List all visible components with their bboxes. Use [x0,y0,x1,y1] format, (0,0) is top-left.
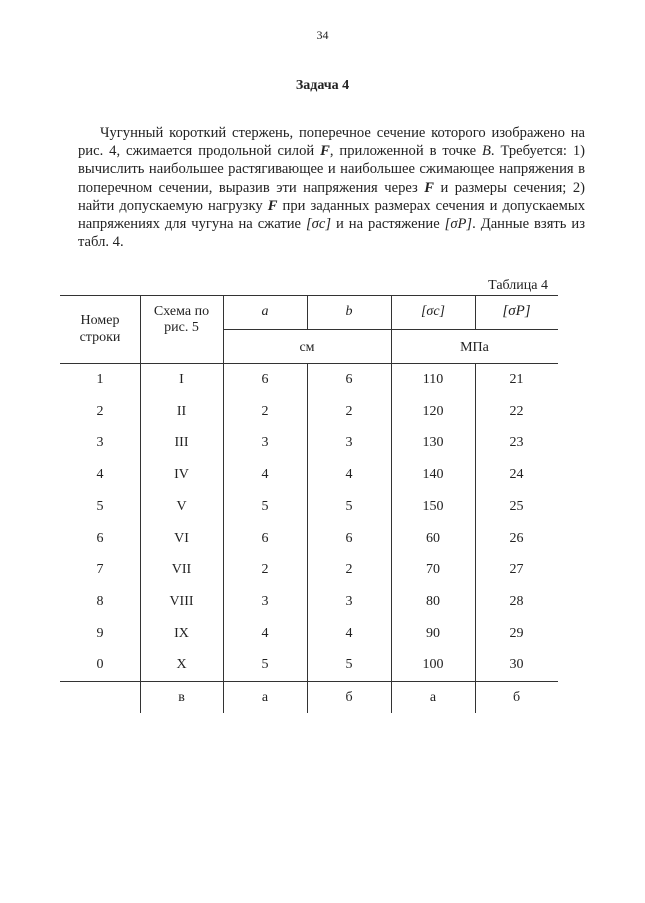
cell-sigma-c: 100 [422,657,444,673]
cell-a: 4 [261,625,269,641]
cell-sigma-p: 28 [509,593,524,609]
header-sigma-c: [σc] [420,304,445,319]
cell-scheme: I [179,372,184,387]
cell-b: 5 [345,657,353,673]
cell-sigma-c: 140 [422,467,444,483]
cell-sigma-c: 60 [426,530,440,546]
cell-scheme: VII [171,562,192,578]
cell-sigma-p: 23 [509,435,524,451]
problem-statement: Чугунный короткий стержень, поперечное сечение которого изображено на рис. 4, сжимается продольной силой F, приложенной в точке B. Требуется: 1) вычислить наибольшее растягивающее и наибольшее сжимающее напряжения в поперечном сечении, выразив эти напряжения через F и размеры сечения; 2) найти допускаемую нагрузку F при заданных размерах сечения и допускаемых напряжениях для чугуна на сжатие [σc] и на растяжение [σP]. Данные взять из табл. 4. [78,125,585,251]
cell-b: 5 [345,498,353,514]
cell-a: 6 [261,530,269,546]
cell-row-number: 0 [96,657,104,673]
cell-b: 4 [345,467,353,483]
cell-b: 3 [345,435,353,451]
cell-row-number: 9 [96,625,104,641]
cell-row-number: 3 [96,435,104,451]
cell-b: 3 [345,593,353,609]
cell-a: 2 [261,562,269,578]
cell-a: 4 [261,467,269,483]
cell-sigma-p: 30 [509,657,524,673]
header-unit-cm: см [299,340,315,355]
cell-sigma-c: 90 [426,625,440,641]
cell-sigma-c: 70 [426,562,440,578]
cell-sigma-c: 110 [422,372,444,387]
cell-row-number: 2 [96,403,104,419]
cell-sigma-p: 27 [509,562,524,578]
cell-sigma-c: 130 [422,435,444,451]
header-unit-mpa: МПа [460,340,489,355]
cell-row-number: 8 [96,593,104,609]
cell-sigma-p: 24 [509,467,524,483]
cell-a: 6 [261,372,269,387]
cell-scheme: VIII [169,593,194,609]
cell-scheme: IX [174,625,189,641]
cell-row-number: 5 [96,498,104,514]
cell-b: 2 [345,403,353,419]
header-sigma-p: [σP] [502,303,531,319]
cell-sigma-c: 80 [426,593,440,609]
cell-a: 5 [261,657,269,673]
cell-sigma-p: 25 [509,498,524,514]
cell-sigma-p: 29 [509,625,524,641]
cell-b: 6 [345,372,353,387]
page-number: 34 [316,28,329,42]
cell-b: 6 [345,530,353,546]
footer-cell-b: б [345,690,353,705]
footer-cell-scheme: в [178,690,185,705]
cell-b: 2 [345,562,353,578]
header-a: a [261,304,269,319]
cell-row-number: 7 [96,562,104,578]
cell-sigma-c: 150 [422,498,444,514]
cell-scheme: II [176,403,187,419]
cell-row-number: 1 [96,372,104,387]
cell-sigma-c: 120 [422,403,444,419]
cell-sigma-p: 21 [509,372,524,387]
cell-a: 2 [261,403,269,419]
header-scheme: Схема по рис. 5 [153,304,210,335]
cell-row-number: 4 [96,467,104,483]
cell-scheme: III [174,435,189,451]
cell-a: 3 [261,435,269,451]
header-row-number: Номер строки [79,313,121,345]
cell-scheme: X [176,657,187,673]
problem-title: Задача 4 [295,78,350,93]
cell-row-number: 6 [96,530,104,546]
cell-b: 4 [345,625,353,641]
cell-scheme: V [176,498,187,514]
footer-cell-a: а [261,690,269,705]
cell-a: 3 [261,593,269,609]
cell-sigma-p: 26 [509,530,524,546]
table-caption: Таблица 4 [488,278,548,293]
cell-sigma-p: 22 [509,403,524,419]
header-b: b [345,304,353,319]
footer-cell-sigma-p: б [512,690,521,705]
cell-a: 5 [261,498,269,514]
cell-scheme: IV [174,467,189,483]
footer-cell-sigma-c: а [429,690,437,705]
cell-scheme: VI [174,530,189,546]
